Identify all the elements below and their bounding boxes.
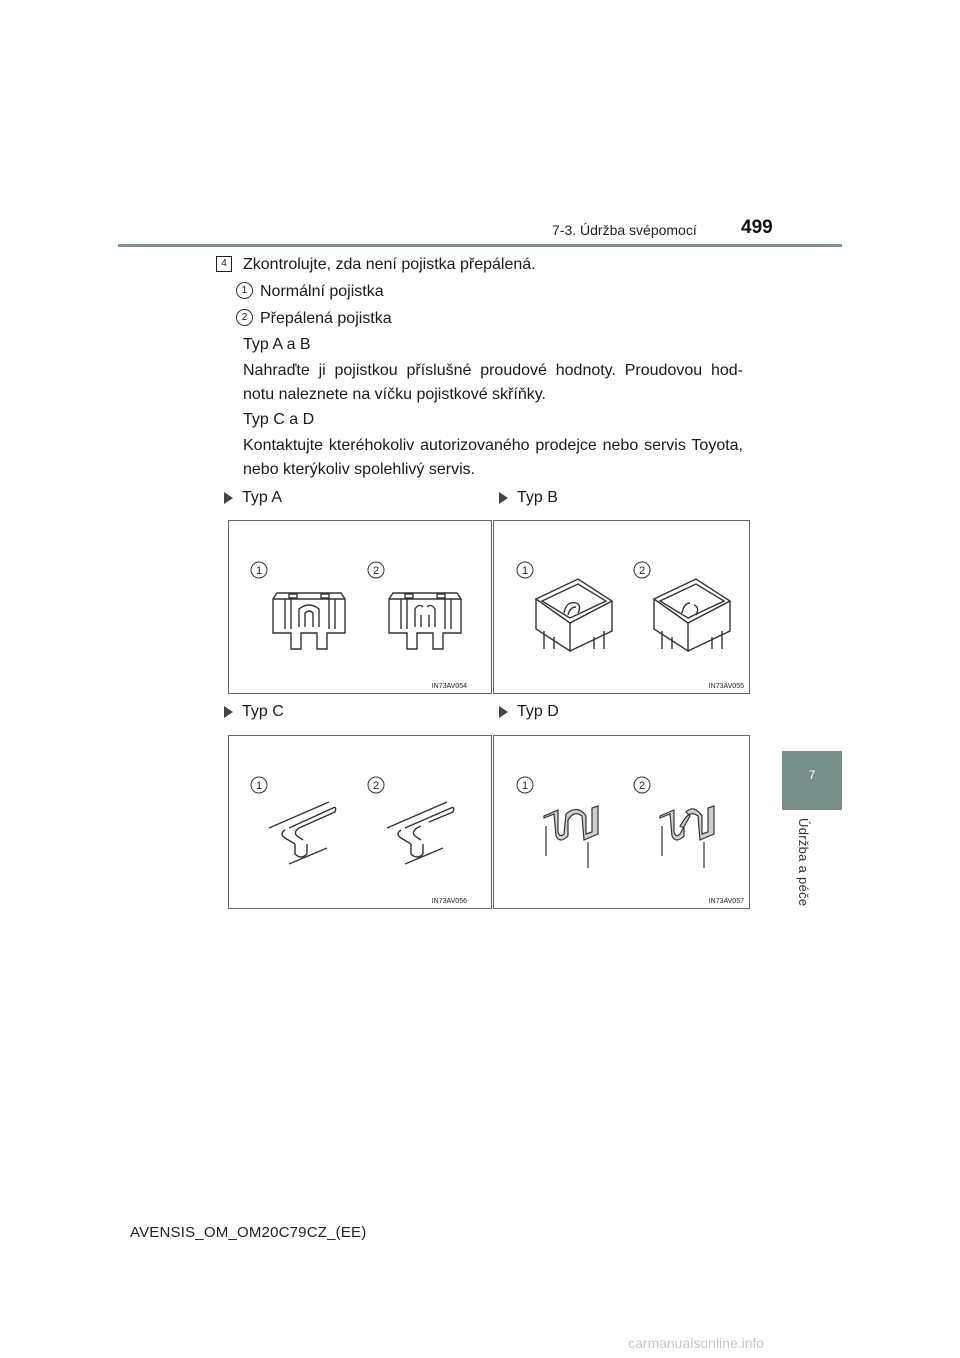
figure-label-d: Typ D: [517, 703, 559, 720]
types-ab-heading: Typ A a B: [243, 336, 311, 353]
legend-text-blown: Přepálená pojistka: [260, 310, 392, 327]
figure-marker: 2: [638, 565, 646, 577]
step-text: Zkontrolujte, zda není pojistka přepálená.: [243, 256, 536, 273]
document-code-footer: AVENSIS_OM_OM20C79CZ_(EE): [130, 1224, 367, 1241]
figure-code: IN73AV055: [708, 683, 744, 690]
figure-code: IN73AV054: [431, 683, 467, 690]
figure-code: IN73AV057: [708, 898, 744, 905]
figure-panel-b: [493, 520, 750, 694]
fuse-type-d-illustration: [494, 736, 749, 908]
fuse-type-c-illustration: [229, 736, 491, 908]
step-number-box: 4: [216, 256, 232, 272]
fuse-type-b-illustration: [494, 521, 749, 693]
arrow-icon: [499, 492, 508, 504]
arrow-icon: [499, 706, 508, 718]
section-title: 7-3. Údržba svépomocí: [552, 222, 697, 238]
arrow-icon: [224, 492, 233, 504]
figure-marker: 2: [372, 780, 380, 792]
figure-panel-c: [228, 735, 492, 909]
figure-panel-a: [228, 520, 492, 694]
figure-marker: 2: [638, 780, 646, 792]
figure-label-a: Typ A: [242, 489, 283, 506]
types-ab-text: Nahraďte ji pojistkou příslušné proudové hodnoty. Proudovou hod-notu naleznete na víčku pojistkové skříňky.: [243, 362, 743, 403]
figure-panel-d: [493, 735, 750, 909]
legend-marker-1: 1: [236, 282, 253, 299]
watermark: carmanualsonline.info: [628, 1335, 765, 1351]
figure-marker: 1: [521, 780, 529, 792]
types-cd-text: Kontaktujte kteréhokoliv autorizovaného prodejce nebo servis Toyota, nebo kterýkoliv spolehlivý servis.: [243, 437, 743, 478]
figure-marker: 2: [372, 565, 380, 577]
figure-marker: 1: [255, 780, 263, 792]
header-rule: [118, 244, 842, 247]
fuse-type-a-illustration: [229, 521, 491, 693]
figure-marker: 1: [255, 565, 263, 577]
chapter-label: Údržba a péče: [796, 818, 811, 907]
chapter-number: 7: [808, 768, 816, 782]
legend-marker-2: 2: [236, 309, 253, 326]
legend-text-normal: Normální pojistka: [260, 283, 384, 300]
types-cd-heading: Typ C a D: [243, 411, 315, 428]
figure-label-c: Typ C: [242, 703, 284, 720]
page-number: 499: [741, 217, 773, 238]
figure-code: IN73AV056: [431, 898, 467, 905]
figure-marker: 1: [521, 565, 529, 577]
arrow-icon: [224, 706, 233, 718]
figure-label-b: Typ B: [517, 489, 558, 506]
